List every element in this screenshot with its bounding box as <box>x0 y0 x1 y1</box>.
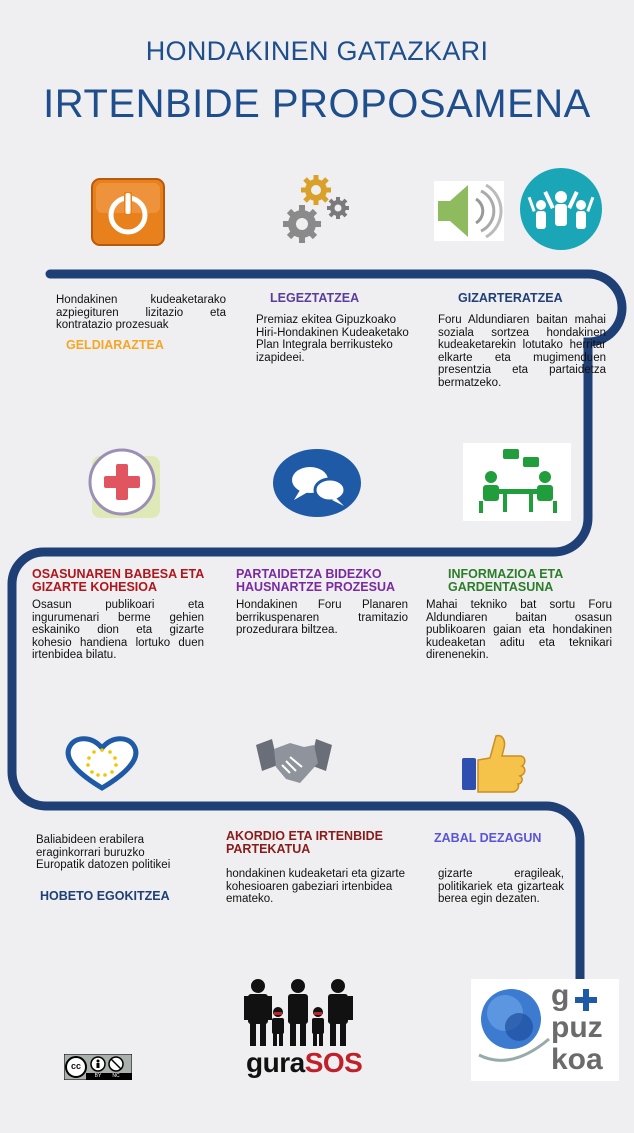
stop-description: Hondakinen kudeaketarako azpiegituren lizitazio eta kontratazio prozesuak <box>56 294 226 331</box>
gipuzkoa-logo <box>471 979 619 1081</box>
meeting-table-icon <box>463 443 571 521</box>
legalize-description: Premiaz ekitea Gipuzkoako Hiri-Hondakinen Kudeaketako Plan Integrala berrikusteko izapideei. <box>256 314 409 364</box>
health-description: Osasun publikoari eta ingurumenari berme gehien eskainiko dion eta gizarte kohesio handiena lortuko duen irtenbidea bilatu. <box>32 599 204 661</box>
adapt-description: Baliabideen erabilera eraginkorrari buruzko Europatik datozen politikei <box>36 834 171 871</box>
gurasos-wordmark-prefix: gura <box>246 1047 305 1078</box>
people-celebrating-icon <box>519 167 603 251</box>
health-cross-icon <box>86 446 164 520</box>
spread-title: ZABAL DEZAGUN <box>434 831 542 845</box>
participation-title: PARTAIDETZA BIDEZKO HAUSNARTZE PROZESUA <box>236 567 396 594</box>
thumbs-up-icon <box>460 732 528 794</box>
header-title-line1: HONDAKINEN GATAZKARI <box>145 36 489 66</box>
gipuzkoa-g: g <box>551 979 570 1012</box>
adapt-label: HOBETO EGOKITZEA <box>40 889 170 903</box>
information-title: INFORMAZIOA ETA GARDENTASUNA <box>448 567 563 594</box>
health-title: OSASUNAREN BABESA ETA GIZARTE KOHESIOA <box>32 567 204 594</box>
socialize-description: Foru Aldundiaren baitan mahai soziala sortzea hondakinen kudeaketarekin lotutako herritar elkarte eta mugimenduen presentzia eta partaidetza bermatzeko. <box>438 314 606 389</box>
cc-label: cc <box>70 1061 81 1071</box>
creative-commons-badge <box>64 1054 132 1080</box>
agreement-title: AKORDIO ETA IRTENBIDE PARTEKATUA <box>226 829 383 856</box>
gurasos-wordmark-suffix: SOS <box>304 1047 363 1078</box>
gurasos-wordmark <box>246 1048 362 1078</box>
gurasos-logo <box>238 976 368 1080</box>
agreement-description: hondakinen kudeaketari eta gizarte kohesioaren gabeziari irtenbidea emateko. <box>226 868 406 905</box>
legalize-title: LEGEZTATZEA <box>270 291 360 305</box>
speaker-icon <box>434 181 504 241</box>
information-description: Mahai tekniko bat sortu Foru Aldundiaren baitan osasun publikoaren gaian eta hondakinen kudeaketan aditu eta teknikari direnenekin. <box>426 599 612 661</box>
participation-description: Hondakinen Foru Planaren berrikuspenaren tramitazio prozedurara biltzea. <box>236 599 408 636</box>
power-icon <box>91 178 165 246</box>
spread-description: gizarte eragileak, politikariek eta gizarteak berea egin dezaten. <box>438 868 564 905</box>
gipuzkoa-koa: koa <box>551 1043 603 1076</box>
cc-by-label: BY <box>94 1073 102 1079</box>
gipuzkoa-puz: puz <box>551 1011 603 1044</box>
header-title-line2: IRTENBIDE PROPOSAMENA <box>43 82 591 126</box>
cc-nc-label: NC <box>112 1073 120 1079</box>
handshake-icon <box>256 735 332 791</box>
eu-heart-icon <box>62 734 142 792</box>
socialize-title: GIZARTERATZEA <box>458 291 563 305</box>
gears-icon <box>276 172 356 248</box>
chat-bubbles-icon <box>272 448 362 518</box>
family-figures-icon <box>238 976 368 1048</box>
stop-label: GELDIARAZTEA <box>66 338 164 352</box>
